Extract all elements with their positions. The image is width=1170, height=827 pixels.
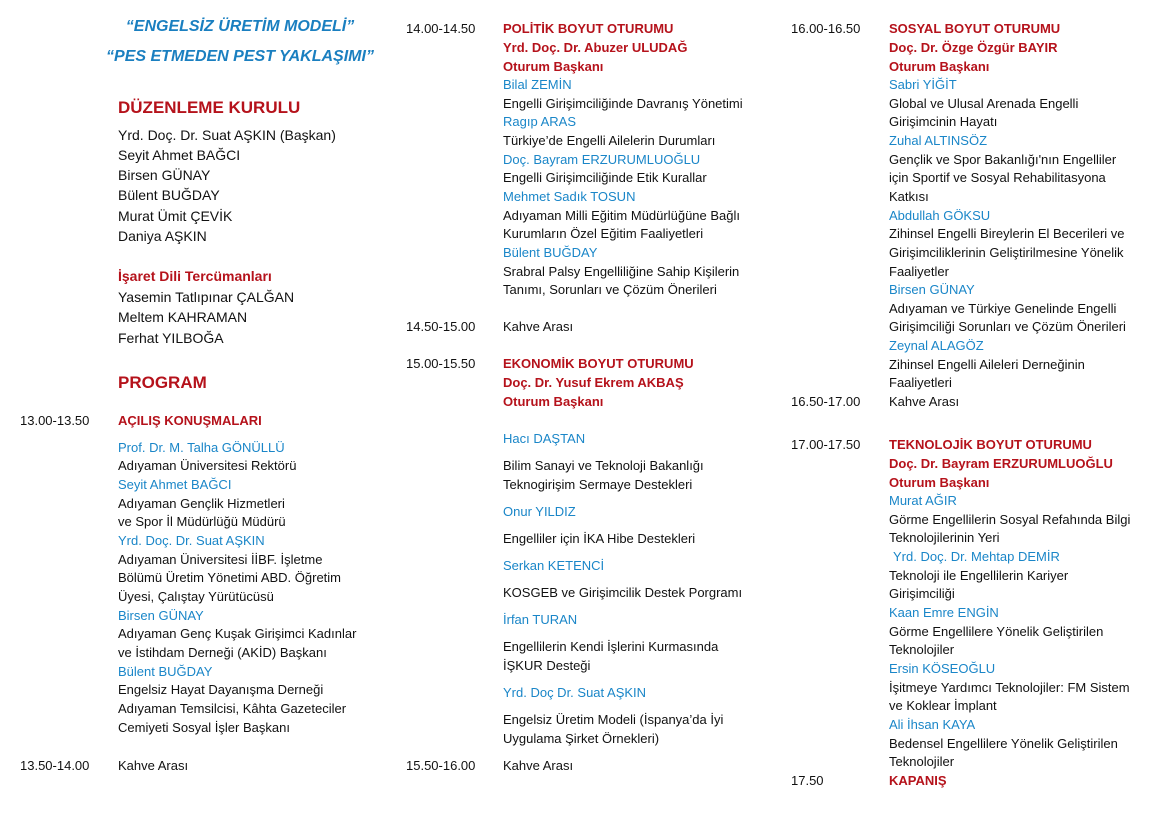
session-title: SOSYAL BOYUT OTURUMU [889,21,1061,36]
time-slot: 15.00-15.50 [406,356,476,371]
talk-title: Gençlik ve Spor Bakanlığı'nın Engelliler [889,152,1117,167]
talk-title: Teknoloji ile Engellilerin Kariyer [889,568,1069,583]
talk-title: için Sportif ve Sosyal Rehabilitasyona [889,170,1106,185]
speaker-detail: Adıyaman Genç Kuşak Girişimci Kadınlar [118,626,357,641]
coffee-break: Kahve Arası [118,758,189,773]
talk-title: Zihinsel Engelli Bireylerin El Becerileri ve [889,226,1125,241]
talk-title: KOSGEB ve Girişimcilik Destek Porgramı [503,585,743,600]
speaker-name: Birsen GÜNAY [118,608,204,623]
committee-member: Yrd. Doç. Dr. Suat AŞKIN (Başkan) [118,127,336,143]
speaker-name: Seyit Ahmet BAĞCI [118,477,232,492]
closing-title: KAPANIŞ [889,773,947,788]
committee-member: Bülent BUĞDAY [118,187,220,203]
talk-title: Zihinsel Engelli Aileleri Derneğinin [889,357,1085,372]
talk-title: Katkısı [889,189,929,204]
speaker-name: Serkan KETENCİ [503,558,605,573]
speaker-name: Sabri YİĞİT [889,77,957,92]
speaker-detail: Adıyaman Üniversitesi İİBF. İşletme [118,552,323,567]
talk-title: Girişimciliği [889,586,955,601]
time-slot: 17.50 [791,773,824,788]
talk-title: Faaliyetler [889,264,949,279]
session-title: TEKNOLOJİK BOYUT OTURUMU [889,437,1092,452]
talk-title: Girişimciliklerinin Geliştirilmesine Yönelik [889,245,1124,260]
time-slot: 17.00-17.50 [791,437,861,452]
speaker-name: Bülent BUĞDAY [503,245,598,260]
session-chair-role: Oturum Başkanı [889,59,990,74]
speaker-name: Birsen GÜNAY [889,282,975,297]
speaker-name: Kaan Emre ENGİN [889,605,999,620]
speaker-name: Doç. Bayram ERZURUMLUOĞLU [503,152,701,167]
speaker-detail: Adıyaman Gençlik Hizmetleri [118,496,285,511]
speaker-detail: Üyesi, Çalıştay Yürütücüsü [118,589,274,604]
talk-title: ve Koklear İmplant [889,698,997,713]
session-chair: Doç. Dr. Bayram ERZURUMLUOĞLU [889,456,1113,471]
speaker-name: Bülent BUĞDAY [118,664,213,679]
talk-title: Teknogirişim Sermaye Destekleri [503,477,693,492]
talk-title: Teknolojiler [889,754,955,769]
program-heading: PROGRAM [118,373,207,392]
talk-title: Kurumların Özel Eğitim Faaliyetleri [503,226,704,241]
coffee-break: Kahve Arası [889,394,960,409]
speaker-name: Yrd. Doç. Dr. Mehtap DEMİR [893,549,1060,564]
committee-member: Seyit Ahmet BAĞCI [118,147,241,163]
interpreter-member: Ferhat YILBOĞA [118,330,224,346]
committee-member: Daniya AŞKIN [118,228,207,244]
session-title: EKONOMİK BOYUT OTURUMU [503,356,694,371]
speaker-name: Ragıp ARAS [503,114,576,129]
time-slot: 16.00-16.50 [791,21,861,36]
speaker-detail: ve Spor İl Müdürlüğü Müdürü [118,514,286,529]
talk-title: Faaliyetleri [889,375,952,390]
speaker-name: Zuhal ALTINSÖZ [889,133,988,148]
committee-heading: DÜZENLEME KURULU [118,98,301,117]
session-chair-role: Oturum Başkanı [889,475,990,490]
interpreter-member: Meltem KAHRAMAN [118,309,248,325]
coffee-break: Kahve Arası [503,758,574,773]
talk-title: Engelli Girişimciliğinde Davranış Yönetimi [503,96,743,111]
session-chair-role: Oturum Başkanı [503,59,604,74]
talk-title: Bilim Sanayi ve Teknoloji Bakanlığı [503,458,704,473]
speaker-name: Zeynal ALAGÖZ [889,338,984,353]
session-chair: Doç. Dr. Yusuf Ekrem AKBAŞ [503,375,684,390]
talk-title: İŞKUR Desteği [503,658,591,673]
talk-title: Srabral Palsy Engelliliğine Sahip Kişilerin [503,264,740,279]
talk-title: Girişimcinin Hayatı [889,114,998,129]
speaker-detail: Bölümü Üretim Yönetimi ABD. Öğretim [118,570,341,585]
time-slot: 14.50-15.00 [406,319,476,334]
talk-title: Türkiye’de Engelli Ailelerin Durumları [503,133,716,148]
talk-title: Engellilerin Kendi İşlerini Kurmasında [503,639,719,654]
header-title-line2: “PES ETMEDEN PEST YAKLAŞIMI” [106,48,374,65]
talk-title: Teknolojiler [889,642,955,657]
session-chair: Doç. Dr. Özge Özgür BAYIR [889,40,1058,55]
speaker-name: Bilal ZEMİN [503,77,572,92]
speaker-detail: Adıyaman Üniversitesi Rektörü [118,458,297,473]
speaker-name: Mehmet Sadık TOSUN [503,189,636,204]
speaker-detail: ve İstihdam Derneği (AKİD) Başkanı [118,645,327,660]
speaker-name: Abdullah GÖKSU [889,208,991,223]
speaker-name: İrfan TURAN [503,612,578,627]
talk-title: Adıyaman ve Türkiye Genelinde Engelli [889,301,1117,316]
speaker-name: Ali İhsan KAYA [889,717,976,732]
time-slot: 13.00-13.50 [20,413,90,428]
session-title: POLİTİK BOYUT OTURUMU [503,21,674,36]
session-title: AÇILIŞ KONUŞMALARI [118,413,262,428]
talk-title: Tanımı, Sorunları ve Çözüm Önerileri [503,282,717,297]
header-title-line1: “ENGELSİZ ÜRETİM MODELİ” [125,18,355,35]
coffee-break: Kahve Arası [503,319,574,334]
talk-title: Engelliler için İKA Hibe Destekleri [503,531,696,546]
time-slot: 15.50-16.00 [406,758,476,773]
committee-member: Birsen GÜNAY [118,167,211,183]
time-slot: 14.00-14.50 [406,21,476,36]
committee-member: Murat Ümit ÇEVİK [118,208,233,224]
talk-title: Girişimciliği Sorunları ve Çözüm Önerileri [889,319,1126,334]
speaker-name: Onur YILDIZ [503,504,576,519]
talk-title: Görme Engellilere Yönelik Geliştirilen [889,624,1104,639]
time-slot: 16.50-17.00 [791,394,861,409]
interpreter-member: Yasemin Tatlıpınar ÇALĞAN [118,289,295,305]
talk-title: Uygulama Şirket Örnekleri) [503,731,660,746]
session-chair-role: Oturum Başkanı [503,394,604,409]
speaker-name: Murat AĞIR [889,493,957,508]
talk-title: Bedensel Engellilere Yönelik Geliştirilen [889,736,1118,751]
talk-title: Global ve Ulusal Arenada Engelli [889,96,1079,111]
speaker-name: Ersin KÖSEOĞLU [889,661,996,676]
talk-title: Engelsiz Üretim Modeli (İspanya’da İyi [503,712,724,727]
talk-title: Engelli Girişimciliğinde Etik Kurallar [503,170,707,185]
speaker-name: Prof. Dr. M. Talha GÖNÜLLÜ [118,440,285,455]
talk-title: İşitmeye Yardımcı Teknolojiler: FM Sistem [889,680,1130,695]
talk-title: Teknolojilerinin Yeri [889,530,1000,545]
speaker-detail: Engelsiz Hayat Dayanışma Derneği [118,682,324,697]
talk-title: Adıyaman Milli Eğitim Müdürlüğüne Bağlı [503,208,740,223]
speaker-detail: Adıyaman Temsilcisi, Kâhta Gazeteciler [118,701,347,716]
interpreters-heading: İşaret Dili Tercümanları [118,268,272,284]
talk-title: Görme Engellilerin Sosyal Refahında Bilgi [889,512,1131,527]
speaker-name: Yrd. Doç. Dr. Suat AŞKIN [118,533,265,548]
speaker-name: Yrd. Doç Dr. Suat AŞKIN [503,685,647,700]
time-slot: 13.50-14.00 [20,758,90,773]
speaker-name: Hacı DAŞTAN [503,431,586,446]
speaker-detail: Cemiyeti Sosyal İşler Başkanı [118,720,290,735]
session-chair: Yrd. Doç. Dr. Abuzer ULUDAĞ [503,40,688,55]
